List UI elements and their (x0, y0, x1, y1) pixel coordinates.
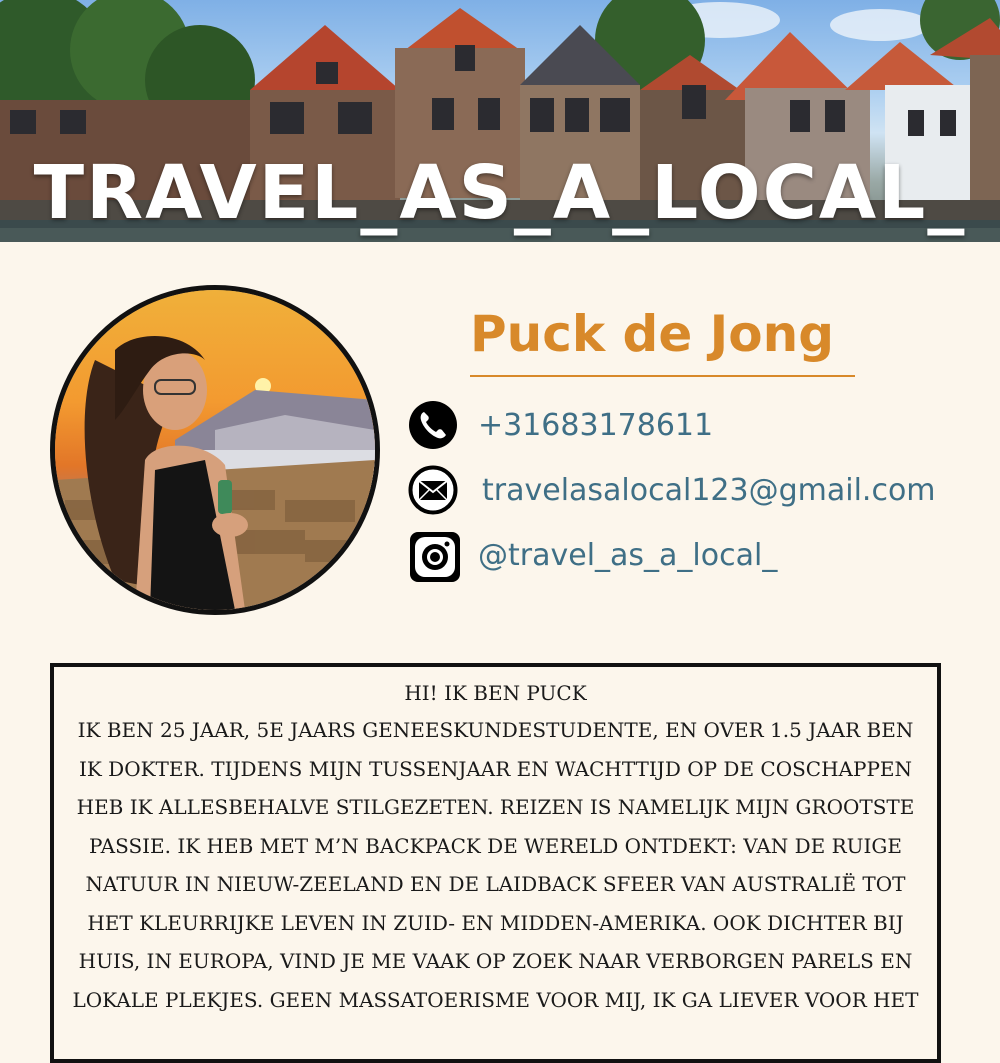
instagram-handle: @travel_as_a_local_ (478, 537, 778, 573)
bio-heading: HI! IK BEN PUCK (404, 681, 587, 705)
bio-text: IK BEN 25 JAAR, 5E JAARS GENEESKUNDESTUDENTE, EN OVER 1.5 JAAR BEN IK DOKTER. TIJDENS MIJN TUSSENJAAR EN WACHTTIJD OP DE COSCHAPPEN HEB IK ALLESBEHALVE STILGEZETEN. REIZEN IS NAMELIJK MIJN GROOTSTE PASSIE. IK HEB MET M’N BACKPACK DE WERELD ONTDEKT: VAN DE RUIGE NATUUR IN NIEUW-ZEELAND EN DE LAIDBACK SFEER VAN AUSTRALIË TOT HET KLEURRIJKE LEVEN IN ZUID- EN MIDDEN-AMERIKA. OOK DICHTER BIJ HUIS, IN EUROPA, VIND JE ME VAAK OP ZOEK NAAR VERBORGEN PARELS EN LOKALE PLEKJES. GEEN MASSATOERISME VOOR MIJ, IK GA LIEVER VOOR HET (72, 718, 919, 1012)
phone-icon (408, 400, 458, 450)
contact-email[interactable] (408, 463, 936, 517)
contact-phone[interactable] (408, 398, 713, 452)
bio-box (50, 663, 941, 1063)
profile-name: Puck de Jong (470, 305, 834, 363)
name-divider (470, 375, 855, 377)
banner-title: TRAVEL_AS_A_LOCAL_ (33, 150, 967, 236)
mail-icon (408, 465, 458, 515)
contact-instagram[interactable] (408, 528, 777, 582)
header-banner (0, 0, 1000, 242)
phone-number: +31683178611 (478, 407, 714, 443)
profile-photo (50, 285, 380, 615)
instagram-icon (408, 530, 458, 580)
email-address: travelasalocal123@gmail.com (482, 472, 936, 508)
